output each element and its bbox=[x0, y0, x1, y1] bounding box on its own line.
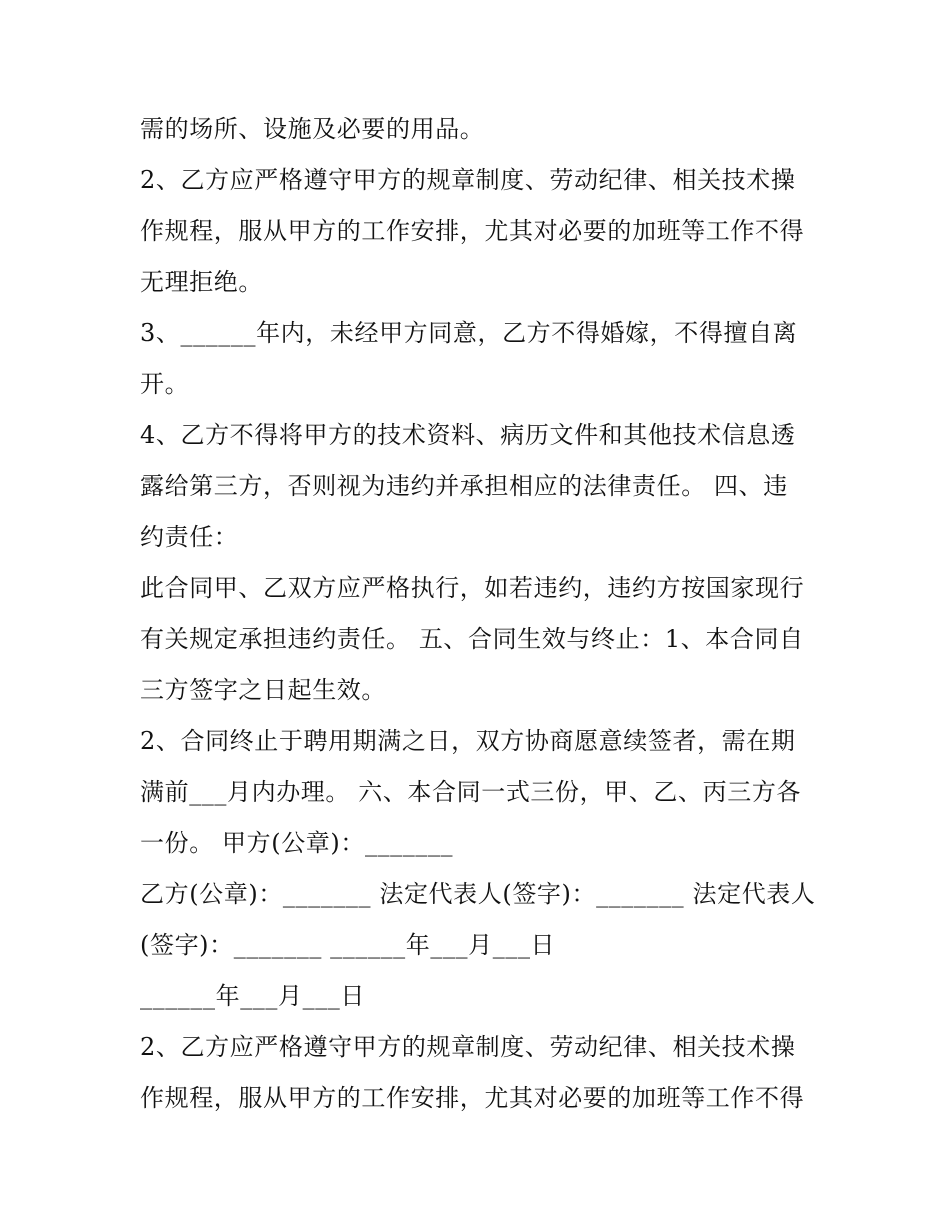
text-line: 约责任： bbox=[140, 523, 239, 551]
text-line: 作规程，服从甲方的工作安排，尤其对必要的加班等工作不得 bbox=[140, 1084, 805, 1112]
text-line: 开。 bbox=[140, 370, 190, 398]
text-line: 三方签字之日起生效。 bbox=[140, 676, 386, 704]
text-line: 需的场所、设施及必要的用品。 bbox=[140, 115, 485, 143]
text-line: 满前___月内办理。 六、本合同一式三份，甲、乙、丙三方各 bbox=[140, 778, 802, 806]
text-line: 乙方(公章)：_______ 法定代表人(签字)：_______ 法定代表人 bbox=[140, 880, 816, 908]
text-line: (签字)：_______ ______年___月___日 bbox=[140, 931, 556, 959]
text-line: 4、乙方不得将甲方的技术资料、病历文件和其他技术信息透 bbox=[140, 421, 796, 449]
text-line: 3、______年内，未经甲方同意，乙方不得婚嫁，不得擅自离 bbox=[140, 319, 798, 347]
text-line: 2、合同终止于聘用期满之日，双方协商愿意续签者，需在期 bbox=[140, 727, 796, 755]
text-line: 无理拒绝。 bbox=[140, 268, 263, 296]
contract-body-text bbox=[140, 104, 830, 1124]
text-line: 露给第三方，否则视为违约并承担相应的法律责任。 四、违 bbox=[140, 472, 788, 500]
text-line: ______年___月___日 bbox=[140, 982, 365, 1010]
text-line: 作规程，服从甲方的工作安排，尤其对必要的加班等工作不得 bbox=[140, 217, 805, 245]
text-line: 2、乙方应严格遵守甲方的规章制度、劳动纪律、相关技术操 bbox=[140, 1033, 796, 1061]
text-line: 一份。 甲方(公章)：_______ bbox=[140, 829, 454, 857]
text-line: 此合同甲、乙双方应严格执行，如若违约，违约方按国家现行 bbox=[140, 574, 805, 602]
text-line: 2、乙方应严格遵守甲方的规章制度、劳动纪律、相关技术操 bbox=[140, 166, 796, 194]
text-line: 有关规定承担违约责任。 五、合同生效与终止：1、本合同自 bbox=[140, 625, 804, 653]
